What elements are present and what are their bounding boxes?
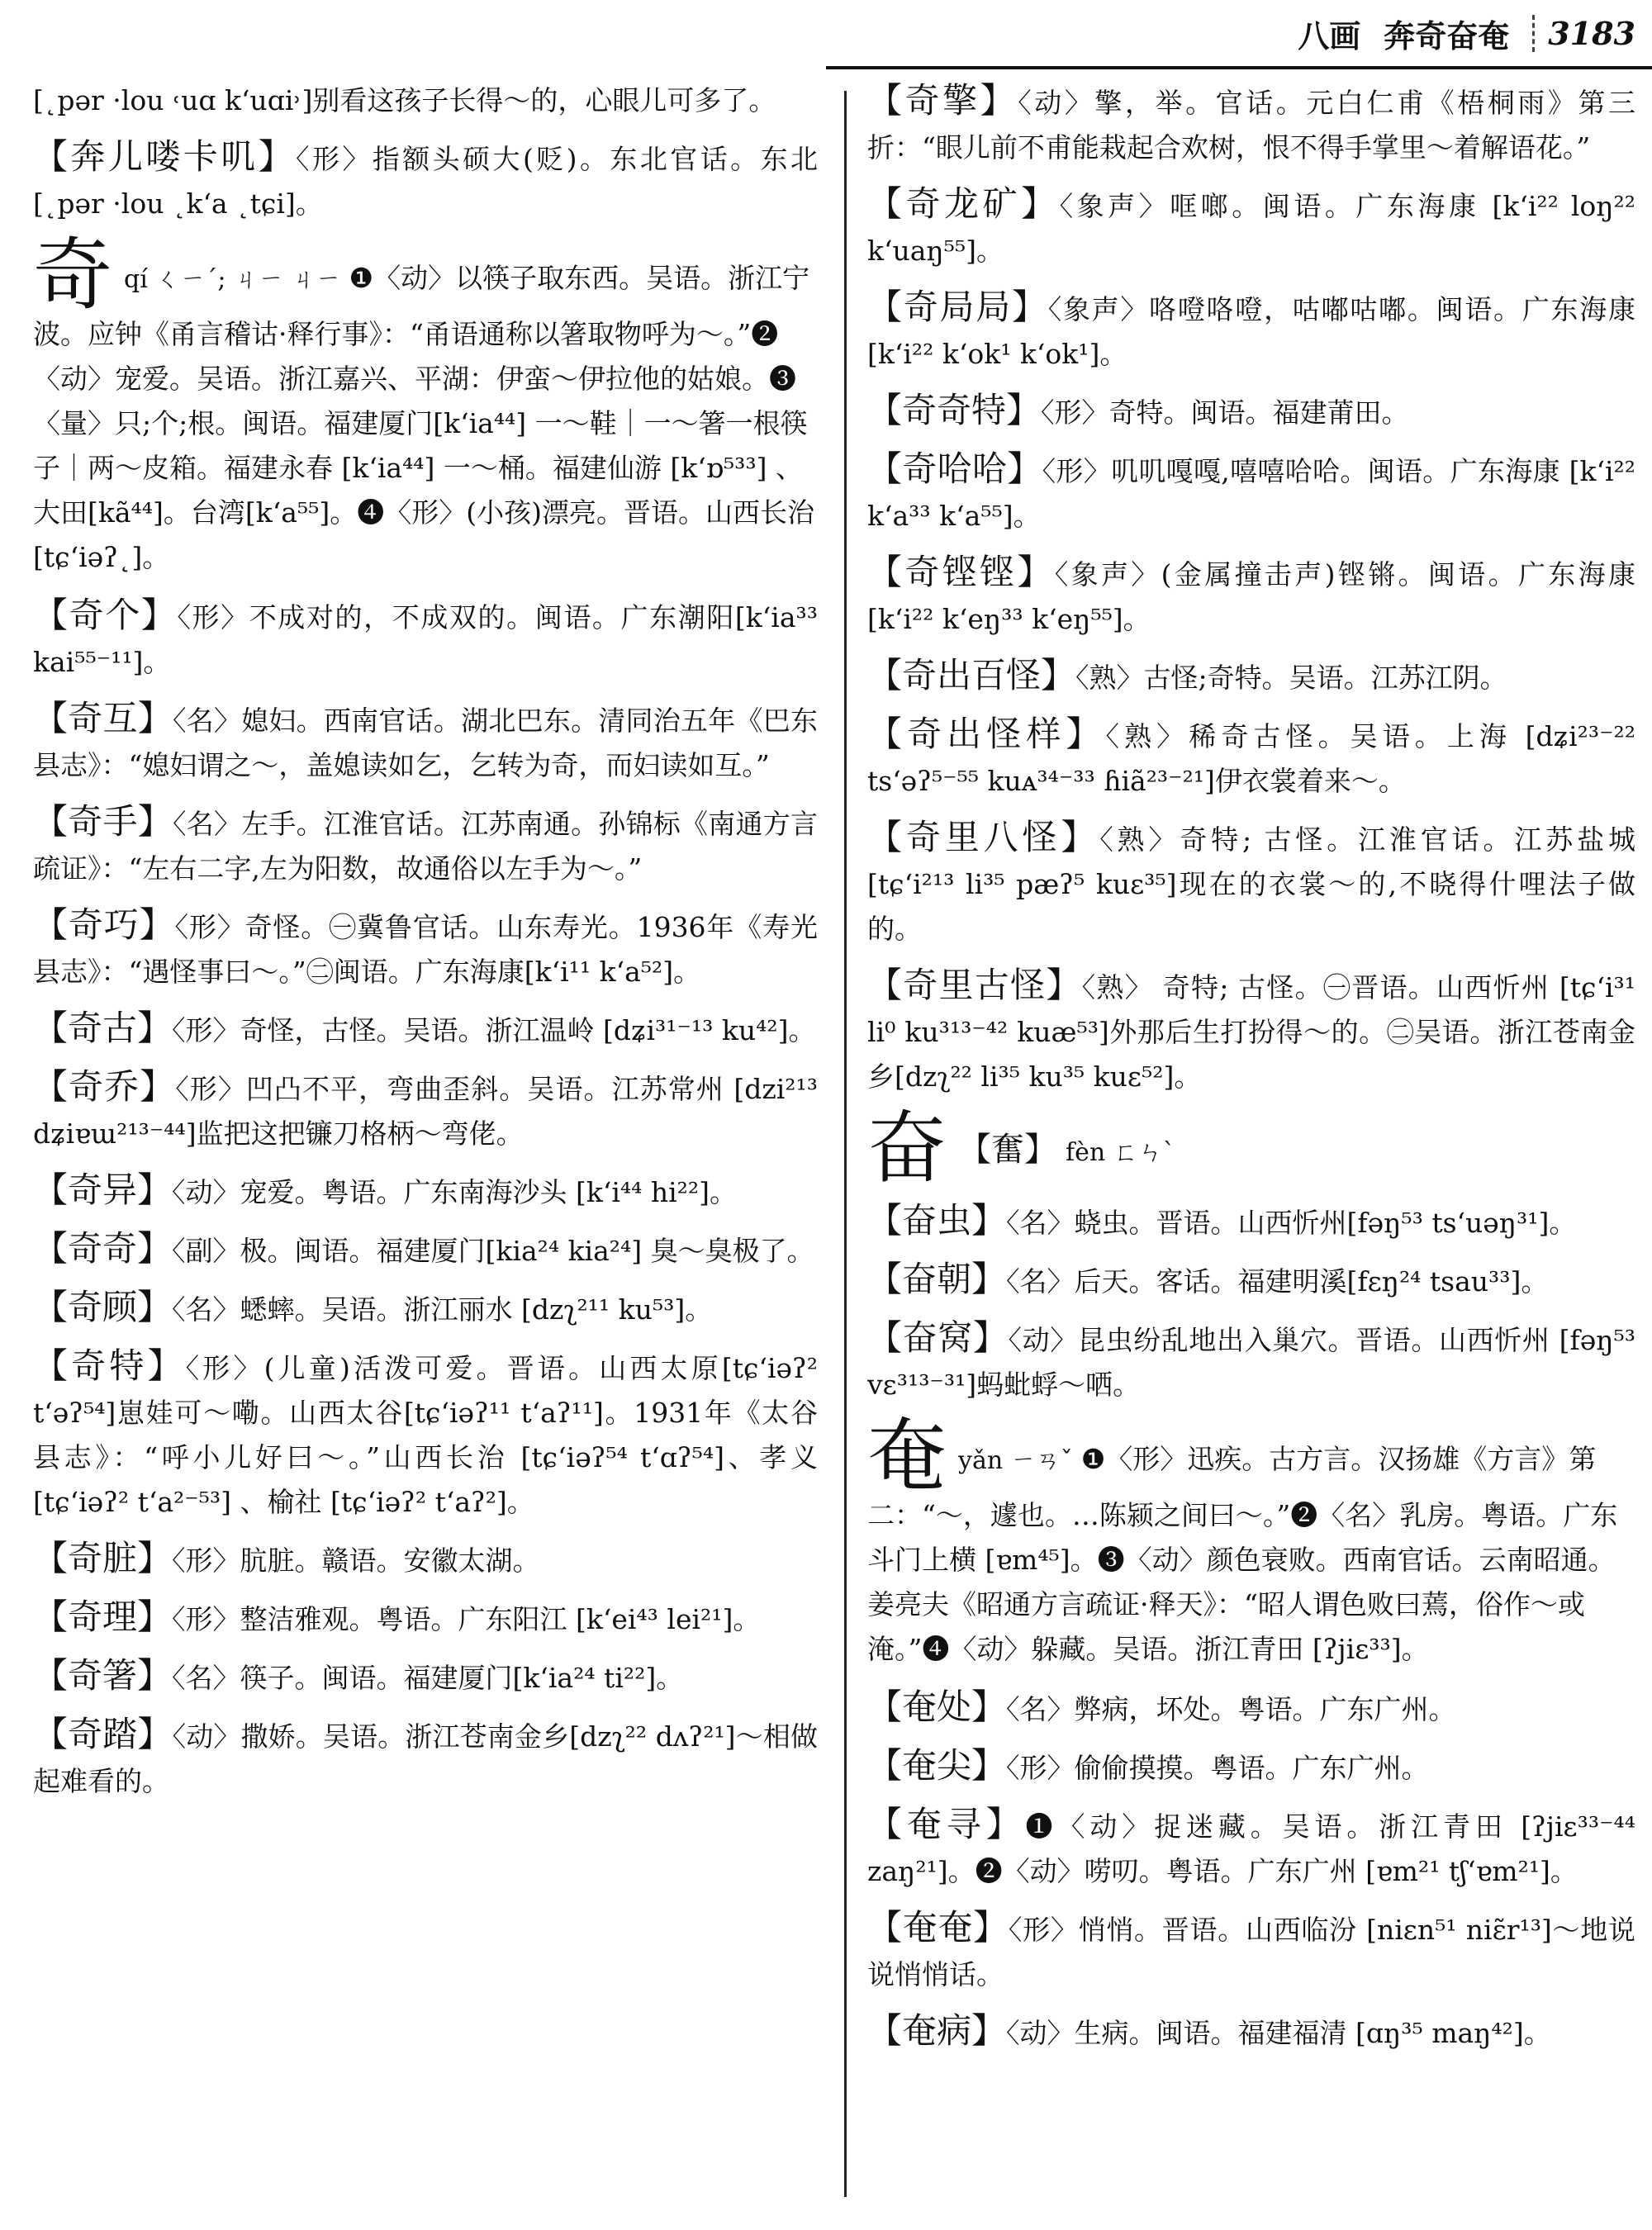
headword: 【奄尖】 (867, 1745, 1007, 1786)
definition: ❶〈形〉迅疾。古方言。汉扬雄《方言》第二：“～，遽也。…陈颍之间曰～。”❷〈名〉乳房。粤语。广东斗门上横 [ɐm⁴⁵]。❸〈动〉颜色衰败。西南官话。云南昭通。姜亮夫《昭通方言疏证·释天》：“昭人谓色败曰蔫，俗作～或淹。”❹〈动〉躲藏。吴语。浙江青田 [ʔjiɛ³³]。 (867, 1443, 1618, 1665)
definition: 〈象声〉咯噔咯噔，咕嘟咕嘟。闽语。广东海康[k‘i²² k‘ok¹ k‘ok¹]。 (867, 293, 1635, 370)
definition: 〈熟〉稀奇古怪。吴语。上海 [dʑi²³⁻²² ts‘əʔ⁵⁻⁵⁵ kuᴀ³⁴⁻³³ ɦiã²³⁻²¹]伊衣裳着来～。 (867, 720, 1635, 797)
definition: 〈动〉擎，举。官话。元白仁甫《梧桐雨》第三折：“眼儿前不甫能栽起合欢树，恨不得手掌里～着解语花。” (867, 87, 1635, 164)
definition: 〈形〉不成对的，不成双的。闽语。广东潮阳[k‘ia³³ kai⁵⁵⁻¹¹]。 (33, 601, 818, 678)
definition: 〈动〉昆虫纷乱地出入巢穴。晋语。山西忻州 [fəŋ⁵³ vɛ³¹³⁻³¹]蚂蚍蜉～哂。 (867, 1324, 1635, 1401)
definition: 〈形〉奇怪，古怪。吴语。浙江温岭 [dʑi³¹⁻¹³ ku⁴²]。 (172, 1014, 816, 1046)
headword: 【奇铿铿】 (867, 552, 1055, 592)
page-number: 3183 (1532, 15, 1635, 52)
dictionary-entry (867, 1198, 1635, 1245)
head-character-entry (867, 1102, 1635, 1194)
headword: 【奇脏】 (33, 1538, 173, 1578)
definition: 〈熟〉古怪;奇特。吴语。江苏江阴。 (1075, 662, 1507, 694)
dictionary-entry (33, 593, 818, 685)
definition: 〈形〉奇特。闽语。福建莆田。 (1041, 396, 1409, 429)
dictionary-entry (33, 135, 818, 226)
dictionary-entry (33, 696, 818, 788)
head-character: 奇 (33, 229, 112, 321)
dictionary-entry (33, 903, 818, 994)
headword: 【奇擎】 (867, 80, 1018, 121)
headword: 【奇个】 (33, 595, 178, 635)
traditional-form: 【奮】 (958, 1131, 1057, 1169)
headword: 【奇巧】 (33, 904, 175, 945)
definition: 〈熟〉奇特; 古怪。江淮官话。江苏盐城 [tɕ‘i²¹³ li³⁵ pæʔ⁵ kuɛ³⁵]现在的衣裳～的,不晓得什哩法子做的。 (867, 823, 1635, 945)
headword: 【奇古】 (33, 1008, 173, 1048)
page-header (826, 0, 1652, 69)
definition: 〈名〉弊病，坏处。粤语。广东广州。 (1006, 1693, 1456, 1725)
dictionary-entry (33, 1654, 818, 1701)
headword: 【奇龙矿】 (867, 183, 1060, 224)
header-chars: 奔奇奋奄 (1384, 17, 1510, 55)
definition: 〈名〉左手。江淮官话。江苏南通。孙锦标《南通方言疏证》：“左右二字,左为阳数，故通俗以左手为～。” (33, 808, 818, 885)
headword: 【奇哈哈】 (867, 448, 1042, 489)
headword: 【奄病】 (867, 2010, 1007, 2051)
definition: 〈形〉肮脏。赣语。安徽太湖。 (172, 1544, 540, 1577)
definition: 〈动〉宠爱。粤语。广东南海沙头 [k‘i⁴⁴ hi²²]。 (172, 1176, 738, 1208)
definition: 〈象声〉哐啷。闽语。广东海康 [k‘i²² loŋ²² k‘uaŋ⁵⁵]。 (867, 190, 1635, 267)
pinyin: yǎn ㄧㄢˇ (958, 1446, 1073, 1475)
headword: 【奇踏】 (33, 1714, 173, 1754)
definition: 〈名〉筷子。闽语。福建厦门[k‘ia²⁴ ti²²]。 (172, 1662, 684, 1694)
headword: 【奄处】 (867, 1687, 1007, 1727)
dictionary-entry (867, 285, 1635, 377)
head-character: 奋 (867, 1102, 947, 1194)
dictionary-entry (33, 799, 818, 891)
head-character-entry (867, 1410, 1635, 1672)
definition: [˛pər ·lou ˓uɑ k‘uɑi˒]别看这孩子长得～的，心眼儿可多了。 (33, 84, 776, 116)
definition: 〈名〉后天。客话。福建明溪[fɛŋ²⁴ tsau³³]。 (1006, 1265, 1549, 1298)
dictionary-entry (33, 1344, 818, 1525)
dictionary-entry (33, 1595, 818, 1642)
dictionary-entry (867, 1257, 1635, 1304)
headword: 【奇箸】 (33, 1655, 173, 1696)
dictionary-entry (867, 1744, 1635, 1791)
headword: 【奇奇特】 (867, 390, 1042, 430)
dictionary-entry (33, 1712, 818, 1804)
dictionary-entry (33, 1226, 818, 1274)
headword: 【奇互】 (33, 698, 173, 738)
dictionary-entry (867, 2009, 1635, 2056)
headword: 【奇局局】 (867, 287, 1048, 327)
dictionary-entry (867, 447, 1635, 539)
headword: 【奄寻】 (867, 1804, 1026, 1844)
headword: 【奄奄】 (867, 1907, 1009, 1948)
headword: 【奇乔】 (33, 1066, 176, 1107)
headword: 【奇特】 (33, 1345, 186, 1386)
definition: 〈熟〉 奇特; 古怪。㊀晋语。山西忻州 [tɕ‘i³¹ li⁰ ku³¹³⁻⁴² kuæ⁵³]外那后生打扮得～的。㊁吴语。浙江苍南金乡[dzʅ²² li³⁵ ku³⁵ kuɛ⁵²]。 (867, 971, 1635, 1093)
head-character-entry (33, 229, 818, 580)
definition: 〈副〉极。闽语。福建厦门[kia²⁴ kia²⁴] 臭～臭极了。 (172, 1235, 814, 1267)
definition: 〈名〉媳妇。西南官话。湖北巴东。清同治五年《巴东县志》：“媳妇谓之～，盖媳读如乞，乞转为奇，而妇读如互。” (33, 705, 818, 781)
definition: 〈形〉叽叽嘎嘎,嘻嘻哈哈。闽语。广东海康 [k‘i²² k‘a³³ k‘a⁵⁵]。 (867, 455, 1635, 532)
headword: 【奇里古怪】 (867, 965, 1082, 1005)
dictionary-entry (867, 1316, 1635, 1407)
dictionary-entry (867, 1802, 1635, 1894)
dictionary-entry (33, 1285, 818, 1332)
definition: 〈动〉撒娇。吴语。浙江苍南金乡[dzʅ²² dʌʔ²¹]～相做起难看的。 (33, 1720, 818, 1797)
dictionary-entry (867, 712, 1635, 804)
definition: 〈形〉整洁雅观。粤语。广东阳江 [k‘ei⁴³ lei²¹]。 (172, 1603, 761, 1635)
headword: 【奋朝】 (867, 1259, 1007, 1299)
headword: 【奇顾】 (33, 1287, 173, 1327)
definition: 〈名〉蟋蟀。吴语。浙江丽水 [dzʅ²¹¹ ku⁵³]。 (172, 1293, 713, 1326)
headword: 【奇手】 (33, 801, 173, 842)
headword: 【奇奇】 (33, 1228, 173, 1269)
dictionary-entry (867, 550, 1635, 642)
definition: 〈动〉生病。闽语。福建福清 [ɑŋ³⁵ maŋ⁴²]。 (1006, 2017, 1551, 2049)
definition: 〈名〉蛲虫。晋语。山西忻州[fəŋ⁵³ ts‘uəŋ³¹]。 (1006, 1207, 1577, 1239)
headword: 【奋窝】 (867, 1317, 1009, 1358)
dictionary-entry (867, 653, 1635, 700)
headword: 【奇理】 (33, 1597, 173, 1637)
headword: 【奋虫】 (867, 1200, 1007, 1241)
definition: 〈形〉偷偷摸摸。粤语。广东广州。 (1006, 1752, 1429, 1784)
definition: 〈象声〉(金属撞击声)铿锵。闽语。广东海康 [k‘i²² k‘eŋ³³ k‘eŋ⁵⁵]。 (867, 558, 1635, 635)
head-character: 奄 (867, 1410, 947, 1502)
dictionary-entry (867, 388, 1635, 435)
continued-text (33, 78, 818, 123)
definition: 〈形〉指额头硕大(贬)。东北官话。东北[˛pər ·lou ˛k‘a ˛tɕi]。 (33, 143, 818, 220)
pinyin: fèn ㄈㄣˋ (1066, 1138, 1175, 1167)
definition: 〈形〉(儿童)活泼可爱。晋语。山西太原[tɕ‘iəʔ² t‘əʔ⁵⁴]崽娃可～嘞。山西太谷[tɕ‘iəʔ¹¹ t‘aʔ¹¹]。1931年《太谷县志》：“呼小儿好曰～。”山西长治 [tɕ‘iəʔ⁵⁴ t‘ɑʔ⁵⁴]、孝义 [tɕ‘iəʔ² t‘a²⁻⁵³] 、榆社 [tɕ‘iəʔ² t‘aʔ²]。 (33, 1352, 818, 1518)
right-column (867, 78, 1635, 2213)
headword: 【奇里八怪】 (867, 817, 1100, 857)
headword: 【奇异】 (33, 1170, 173, 1210)
headword: 【奇出百怪】 (867, 655, 1076, 695)
dictionary-entry (867, 78, 1635, 170)
dictionary-entry (33, 1006, 818, 1053)
dictionary-entry (33, 1536, 818, 1583)
dictionary-entry (33, 1168, 818, 1215)
dictionary-entry (867, 182, 1635, 273)
definition: 〈形〉悄悄。晋语。山西临汾 [niɛn⁵¹ niɛ̃r¹³]～地说说悄悄话。 (867, 1914, 1635, 1990)
dictionary-entry (867, 1685, 1635, 1732)
headword: 【奇出怪样】 (867, 714, 1106, 754)
definition: ❶〈动〉以筷子取东西。吴语。浙江宁波。应钟《甬言稽诂·释行事》：“甬语通称以箸取物呼为～。”❷〈动〉宠爱。吴语。浙江嘉兴、平湖：伊蛮～伊拉他的姑娘。❸〈量〉只;个;根。闽语。福建厦门[k‘ia⁴⁴] 一～鞋｜一～箸一根筷子｜两～皮箱。福建永春 [k‘ia⁴⁴] 一～桶。福建仙游 [k‘ɒ⁵³³] 、大田[kã⁴⁴]。台湾[k‘a⁵⁵]。❹〈形〉(小孩)漂亮。晋语。山西长治[tɕ‘iəʔ˛]。 (33, 262, 814, 573)
column-divider (844, 91, 847, 2197)
headword: 【奔儿喽卡叽】 (33, 136, 297, 177)
pinyin: qí ㄑㄧˊ; ㄐㄧ ㄐㄧ (124, 265, 341, 294)
definition: 〈形〉凹凸不平，弯曲歪斜。吴语。江苏常州 [dzi²¹³ dʑiɐɯ²¹³⁻⁴⁴]监把这把镰刀格柄～弯佬。 (33, 1073, 818, 1150)
header-section: 八画 (1298, 17, 1361, 55)
definition: 〈形〉奇怪。㊀冀鲁官话。山东寿光。1936年《寿光县志》：“遇怪事曰～。”㊁闽语。广东海康[k‘i¹¹ k‘a⁵²]。 (33, 911, 818, 988)
dictionary-entry (867, 1905, 1635, 1997)
dictionary-entry (867, 815, 1635, 951)
left-column (33, 78, 818, 2213)
dictionary-entry (867, 963, 1635, 1099)
definition: ❶〈动〉捉迷藏。吴语。浙江青田 [ʔjiɛ³³⁻⁴⁴ zaŋ²¹]。❷〈动〉唠叨。粤语。广东广州 [ɐm²¹ tʃ‘ɐm²¹]。 (867, 1810, 1635, 1887)
dictionary-entry (33, 1065, 818, 1156)
